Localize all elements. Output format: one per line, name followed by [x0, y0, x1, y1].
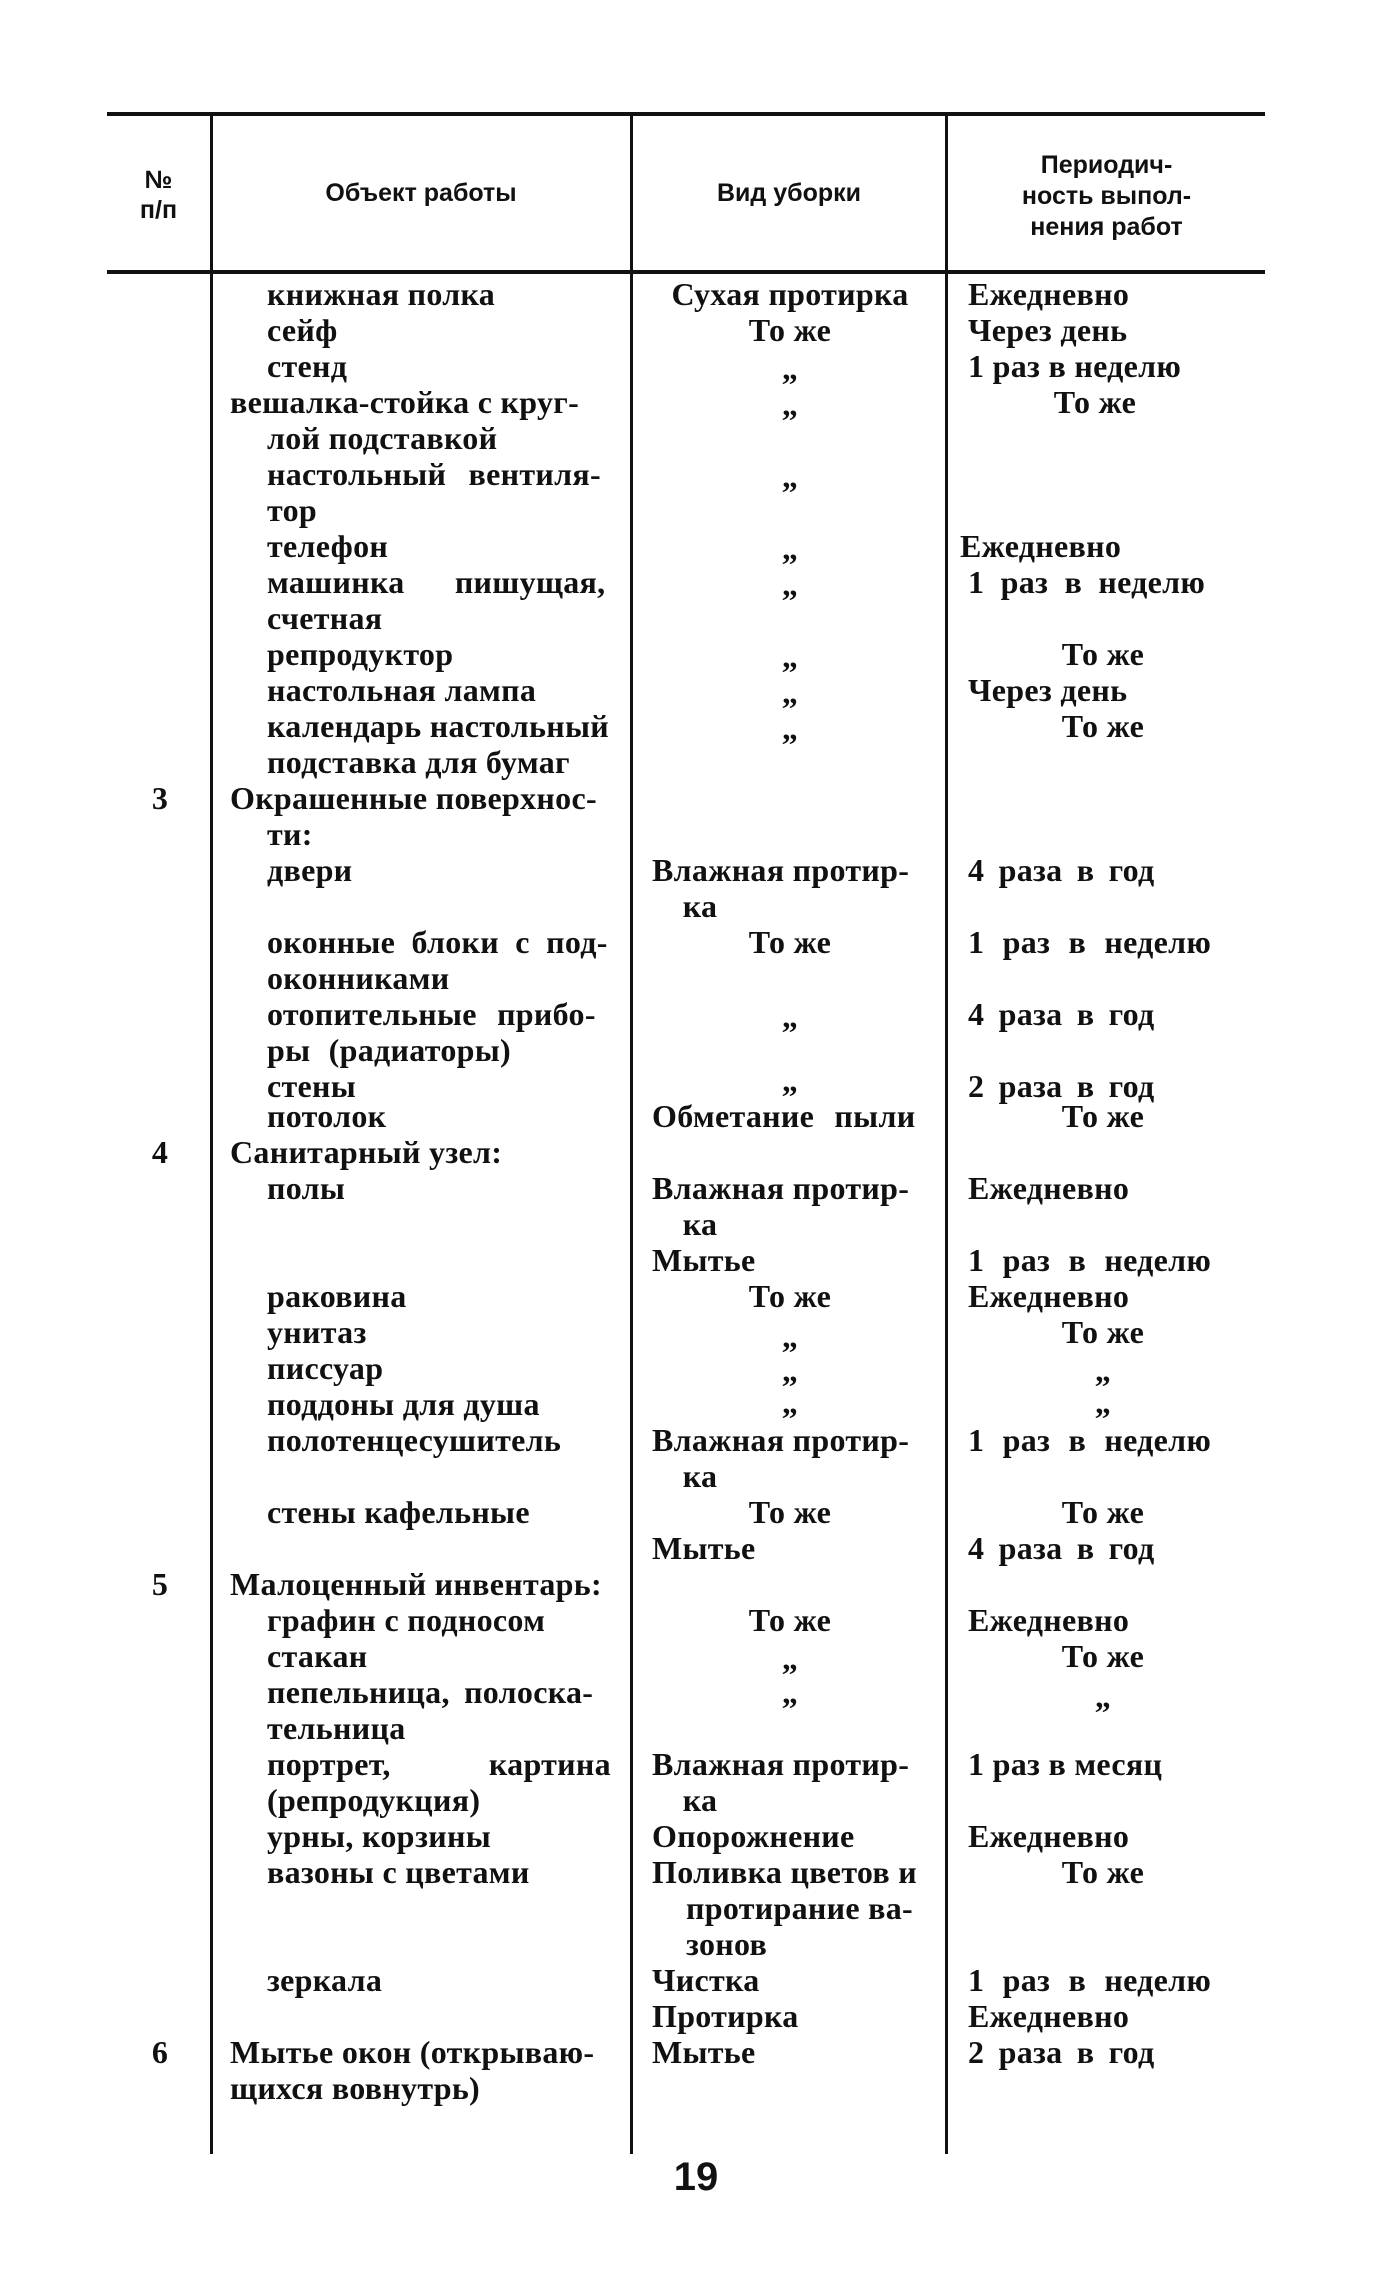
object-cell: стены [267, 1068, 357, 1104]
period-cell: Через день [968, 672, 1128, 708]
period-cell: То же [1053, 384, 1137, 420]
type-cell: Влажная протир- [652, 1746, 910, 1782]
type-cell: ка [682, 888, 718, 924]
type-cell: „ [781, 458, 799, 494]
type-cell: „ [781, 530, 799, 566]
period-cell: 1 раз в неделю [968, 1962, 1212, 1998]
object-cell: сейф [267, 312, 338, 348]
type-cell: „ [781, 1352, 799, 1388]
type-cell: ка [682, 1206, 718, 1242]
object-cell: раковина [267, 1278, 407, 1314]
type-cell: ка [682, 1782, 718, 1818]
object-cell: машинка пишущая, [267, 564, 606, 600]
column-divider-1 [210, 114, 213, 2154]
period-cell: Через день [968, 312, 1128, 348]
type-cell: То же [748, 1602, 832, 1638]
header-type: Вид уборки [716, 179, 861, 207]
type-cell: Мытье [652, 2034, 756, 2070]
object-cell: настольная лампа [267, 672, 537, 708]
object-cell: унитаз [267, 1314, 367, 1350]
type-cell: „ [781, 566, 799, 602]
object-cell: настольный вентиля- [267, 456, 601, 492]
period-cell: То же [1061, 1854, 1145, 1890]
type-cell: То же [748, 924, 832, 960]
type-cell: „ [781, 386, 799, 422]
object-cell: календарь настольный [267, 708, 609, 744]
object-cell: графин с подносом [267, 1602, 546, 1638]
type-cell: протирание ва- [686, 1890, 913, 1926]
type-cell: Чистка [652, 1962, 760, 1998]
type-cell: То же [748, 312, 832, 348]
section-number: 5 [151, 1566, 169, 1602]
page-number: 19 [673, 2155, 719, 2199]
period-cell: То же [1061, 1494, 1145, 1530]
type-cell: „ [781, 998, 799, 1034]
object-cell: писсуар [267, 1350, 384, 1386]
section-title: Санитарный узел: [230, 1134, 503, 1170]
type-cell: Влажная протир- [652, 1422, 910, 1458]
type-cell: Сухая протирка [671, 276, 909, 312]
header-bottom-rule [107, 270, 1265, 274]
type-cell: Обметание пыли [652, 1098, 916, 1134]
type-cell: „ [781, 1674, 799, 1710]
object-cell: зеркала [267, 1962, 383, 1998]
period-cell: 1 раз в неделю [968, 1242, 1212, 1278]
object-cell: пепельница, полоска- [267, 1674, 594, 1710]
object-cell: двери [267, 852, 353, 888]
section-title: ти: [267, 816, 313, 852]
object-cell: лой подставкой [267, 420, 498, 456]
object-cell: оконные блоки с под- [267, 924, 608, 960]
period-cell: Ежедневно [968, 1278, 1130, 1314]
object-cell: отопительные прибо- [267, 996, 596, 1032]
type-cell: зонов [686, 1926, 768, 1962]
section-number: 3 [151, 780, 169, 816]
section-title: Мытье окон (открываю- [230, 2034, 595, 2070]
object-cell: репродуктор [267, 636, 454, 672]
period-cell: Ежедневно [968, 276, 1130, 312]
object-cell: стены кафельные [267, 1494, 530, 1530]
object-cell: (репродукция) [267, 1782, 481, 1818]
object-cell: полотенцесушитель [267, 1422, 562, 1458]
period-cell: „ [1094, 1384, 1112, 1420]
object-cell: полы [267, 1170, 346, 1206]
type-cell: „ [781, 1640, 799, 1676]
object-cell: вазоны с цветами [267, 1854, 530, 1890]
object-cell: поддоны для душа [267, 1386, 540, 1422]
period-cell: „ [1094, 1352, 1112, 1388]
type-cell: „ [781, 1384, 799, 1420]
period-cell: 4 раза в год [968, 1530, 1155, 1566]
period-cell: 4 раза в год [968, 852, 1155, 888]
type-cell: Мытье [652, 1530, 756, 1566]
object-cell: тельница [267, 1710, 406, 1746]
type-cell: ка [682, 1458, 718, 1494]
column-divider-2 [630, 114, 633, 2154]
period-cell: То же [1061, 708, 1145, 744]
type-cell: Мытье [652, 1242, 756, 1278]
object-cell: счетная [267, 600, 383, 636]
object-cell: тор [267, 492, 317, 528]
object-cell: книжная полка [267, 276, 496, 312]
period-cell: 2 раза в год [968, 1068, 1155, 1104]
type-cell: „ [781, 638, 799, 674]
type-cell: Влажная протир- [652, 1170, 910, 1206]
object-cell: портрет, картина [267, 1746, 611, 1782]
period-cell: Ежедневно [968, 1998, 1130, 2034]
period-cell: 1 раз в месяц [968, 1746, 1163, 1782]
type-cell: То же [748, 1278, 832, 1314]
object-cell: урны, корзины [267, 1818, 492, 1854]
object-cell: стенд [267, 348, 348, 384]
section-title: Малоценный инвентарь: [230, 1566, 602, 1602]
period-cell: То же [1061, 1098, 1145, 1134]
period-cell: 1 раз в неделю [968, 1422, 1212, 1458]
type-cell: То же [748, 1494, 832, 1530]
type-cell: „ [781, 674, 799, 710]
object-cell: потолок [267, 1098, 387, 1134]
type-cell: „ [781, 1062, 799, 1098]
section-title: Окрашенные поверхнос- [230, 780, 597, 816]
column-divider-3 [945, 114, 948, 2154]
header-number: № п/п [139, 166, 178, 224]
header-object: Объект работы [325, 179, 517, 207]
object-cell: телефон [267, 528, 389, 564]
period-cell: Ежедневно [968, 1602, 1130, 1638]
table-top-rule [107, 112, 1265, 116]
section-number: 6 [151, 2034, 169, 2070]
object-cell: ры (радиаторы) [267, 1032, 511, 1068]
period-cell: 2 раза в год [968, 2034, 1155, 2070]
period-cell: Ежедневно [968, 1170, 1130, 1206]
period-cell: То же [1061, 636, 1145, 672]
section-number: 4 [151, 1134, 169, 1170]
type-cell: „ [781, 710, 799, 746]
period-cell: Ежедневно [968, 1818, 1130, 1854]
period-cell: Ежедневно [960, 528, 1122, 564]
period-cell: 1 раз в неделю [968, 924, 1212, 960]
header-period: Периодич- ность выпол- нения работ [1021, 151, 1192, 241]
type-cell: „ [781, 1318, 799, 1354]
object-cell: стакан [267, 1638, 368, 1674]
type-cell: „ [781, 350, 799, 386]
period-cell: „ [1094, 1678, 1112, 1714]
period-cell: 4 раза в год [968, 996, 1155, 1032]
object-cell: подставка для бумаг [267, 744, 570, 780]
period-cell: 1 раз в неделю [968, 348, 1182, 384]
period-cell: То же [1061, 1314, 1145, 1350]
period-cell: То же [1061, 1638, 1145, 1674]
object-cell: вешалка-стойка с круг- [230, 384, 580, 420]
type-cell: Протирка [652, 1998, 799, 2034]
type-cell: Опорожнение [652, 1818, 855, 1854]
section-title: щихся вовнутрь) [230, 2070, 481, 2106]
type-cell: Поливка цветов и [652, 1854, 918, 1890]
type-cell: Влажная протир- [652, 852, 910, 888]
period-cell: 1 раз в неделю [968, 564, 1206, 600]
object-cell: оконниками [267, 960, 450, 996]
